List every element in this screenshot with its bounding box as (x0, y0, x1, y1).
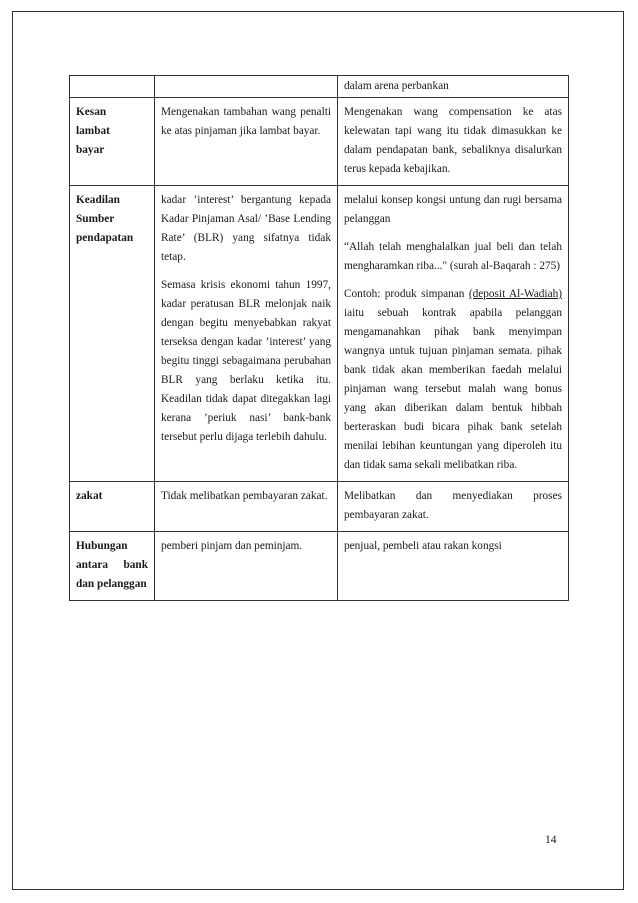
islamic-cell (338, 98, 569, 186)
cell-text: Tidak melibatkan pembayaran zakat. (161, 490, 328, 502)
example-product-link: (deposit Al-Wadiah) (468, 288, 562, 300)
page-number: 14 (545, 834, 557, 846)
comparison-table (69, 75, 569, 601)
conventional-cell (155, 482, 338, 532)
cell-text: dalam arena perbankan (344, 80, 449, 92)
conventional-cell (155, 532, 338, 601)
row-label: Kesan lambat bayar (76, 106, 110, 156)
table-row (70, 76, 569, 98)
cell-text: Melibatkan dan menyediakan proses pembayaran zakat. (344, 490, 562, 521)
islamic-cell (338, 76, 569, 98)
conventional-cell (155, 186, 338, 482)
row-label-cell (70, 186, 155, 482)
row-label-cell (70, 98, 155, 186)
example-prefix: Contoh: produk simpanan (344, 288, 469, 300)
table-row (70, 482, 569, 532)
row-label-cell: zakat (70, 482, 155, 532)
cell-text: melalui konsep kongsi untung dan rugi bersama pelanggan (344, 194, 562, 225)
cell-text: Semasa krisis ekonomi tahun 1997, kadar peratusan BLR melonjak naik dengan begitu menyebabkan rakyat terseksa dengan kadar ’interest’ yang begitu tinggi sebagaimana perubahan BLR yang berlaku ketika itu. Keadilan tidak dapat ditegakkan lagi kerana ’periuk nasi’ bank-bank tersebut perlu dijaga terlebih dahulu. (161, 279, 331, 443)
cell-text: Mengenakan wang compensation ke atas kelewatan tapi wang itu tidak dimasukkan ke dalam pendapatan bank, sebaliknya disalurkan terus kepada kebajikan. (344, 106, 562, 175)
row-label-cell (70, 76, 155, 98)
example-text (344, 285, 562, 475)
islamic-cell (338, 532, 569, 601)
example-suffix: iaitu sebuah kontrak apabila pelanggan mengamanahkan pihak bank menyimpan wangnya untuk tujuan pinjaman semata. pihak bank tidak akan memberikan faedah melalui pinjaman wang tersebut malah wang bonus yang akan diberikan dalam bentuk hibbah berteraskan budi bicara pihak bank setelah menilai lebihan keuntungan yang diperoleh itu dan tidak sama sekali melibatkan riba. (344, 307, 562, 471)
cell-text: kadar ’interest’ bergantung kepada Kadar Pinjaman Asal/ ’Base Lending Rate’ (BLR) yang sifatnya tidak tetap. (161, 194, 331, 263)
table-row (70, 186, 569, 482)
row-label: Keadilan Sumber pendapatan (76, 194, 134, 244)
conventional-cell (155, 76, 338, 98)
conventional-cell (155, 98, 338, 186)
row-label: Hubungan antara bank dan pelanggan (76, 540, 148, 590)
islamic-cell (338, 186, 569, 482)
row-label-cell (70, 532, 155, 601)
islamic-cell (338, 482, 569, 532)
cell-text: pemberi pinjam dan peminjam. (161, 540, 303, 552)
cell-text: “Allah telah menghalalkan jual beli dan telah mengharamkan riba..." (surah al-Baqarah : 275) (344, 241, 562, 272)
table-row (70, 98, 569, 186)
table-row (70, 532, 569, 601)
cell-text: penjual, pembeli atau rakan kongsi (344, 540, 502, 552)
cell-text: Mengenakan tambahan wang penalti ke atas pinjaman jika lambat bayar. (161, 106, 331, 137)
